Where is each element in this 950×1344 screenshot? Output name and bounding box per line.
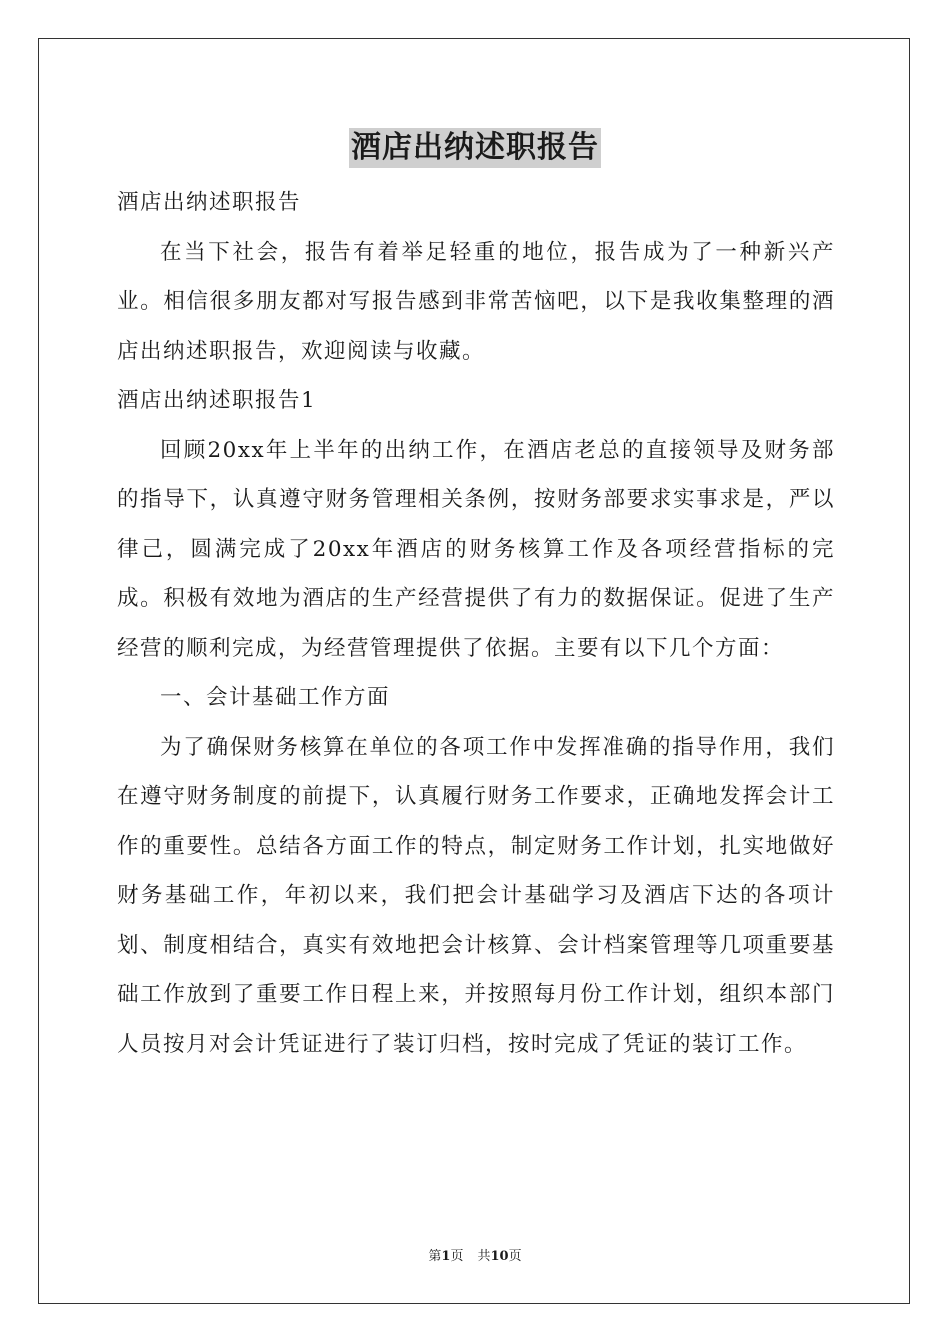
page-unit: 页: [450, 1249, 464, 1264]
paragraph: 回顾20xx年上半年的出纳工作，在酒店老总的直接领导及财务部的指导下，认真遵守财务管理相关条例，按财务部要求实事求是，严以律己，圆满完成了20xx年酒店的财务核算工作及各项经营指标的完成。积极有效地为酒店的生产经营提供了有力的数据保证。促进了生产经营的顺利完成，为经营管理提供了依据。主要有以下几个方面：: [117, 437, 835, 661]
page-prefix: 第: [428, 1249, 442, 1264]
total-prefix: 共: [477, 1249, 491, 1264]
document-body: [117, 178, 835, 1069]
total-unit: 页: [508, 1249, 522, 1264]
paragraph: 酒店出纳述职报告1: [117, 388, 317, 413]
paragraph: 在当下社会，报告有着举足轻重的地位，报告成为了一种新兴产业。相信很多朋友都对写报告感到非常苦恼吧，以下是我收集整理的酒店出纳述职报告，欢迎阅读与收藏。: [117, 239, 835, 364]
paragraph: 为了确保财务核算在单位的各项工作中发挥准确的指导作用，我们在遵守财务制度的前提下，认真履行财务工作要求，正确地发挥会计工作的重要性。总结各方面工作的特点，制定财务工作计划，扎实地做好财务基础工作，年初以来，我们把会计基础学习及酒店下达的各项计划、制度相结合，真实有效地把会计核算、会计档案管理等几项重要基础工作放到了重要工作日程上来，并按照每月份工作计划，组织本部门人员按月对会计凭证进行了装订归档，按时完成了凭证的装订工作。: [117, 734, 835, 1057]
page-total: 10: [490, 1249, 509, 1264]
page-current: 1: [441, 1249, 451, 1264]
paragraph: 酒店出纳述职报告: [117, 190, 302, 215]
paragraph: 一、会计基础工作方面: [160, 685, 391, 710]
page-footer: [0, 1248, 950, 1266]
document-title: 酒店出纳述职报告: [349, 128, 601, 168]
title-container: [0, 128, 950, 168]
